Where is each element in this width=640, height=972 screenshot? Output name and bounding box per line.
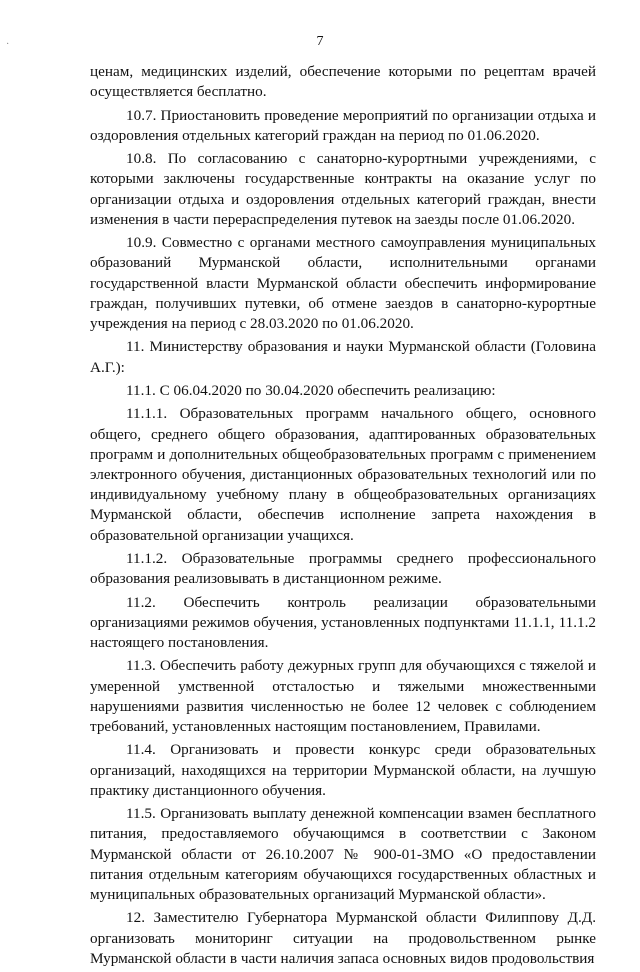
paragraph-11-3: 11.3. Обеспечить работу дежурных групп для обучающихся с тяжелой и умеренной умственной отсталостью и тяжелыми множественными нарушениями развития численностью не более 12 человек с соблюдением требований, установленных настоящим постановлением, Правилами. xyxy=(90,657,596,735)
page-number: 7 xyxy=(316,34,324,49)
paragraph-11: 11. Министерству образования и науки Мурманской области (Головина А.Г.): xyxy=(90,338,596,376)
paragraph-10-7: 10.7. Приостановить проведение мероприятий по организации отдыха и оздоровления отдельных категорий граждан на период по 01.06.2020. xyxy=(90,106,596,144)
paragraph-10-8: 10.8. По согласованию с санаторно-курортными учреждениями, с которыми заключены государственные контракты на оказание услуг по организации отдыха и оздоровления отдельных категорий граждан, внести изменения в части перераспределения путевок на заезды после 01.06.2020. xyxy=(90,150,596,228)
margin-mark: · xyxy=(6,39,10,50)
paragraph-11-2: 11.2. Обеспечить контроль реализации образовательными организациями режимов обучения, установленных подпунктами 11.1.1, 11.1.2 настоящего постановления. xyxy=(90,593,596,651)
paragraph-11-1-1: 11.1.1. Образовательных программ начального общего, основного общего, среднего общего образования, адаптированных образовательных программ и дополнительных общеобразовательных программ с применением электронного обучения, дистанционных образовательных технологий или по индивидуальному учебному плану в общеобразовательных организациях Мурманской области, обеспечив исполнение запрета нахождения в образовательной организации учащихся. xyxy=(90,405,596,544)
paragraph-11-1: 11.1. С 06.04.2020 по 30.04.2020 обеспечить реализацию: xyxy=(126,381,496,399)
paragraph-11-4: 11.4. Организовать и провести конкурс среди образовательных организаций, находящихся на территории Мурманской области, на лучшую практику дистанционного обучения. xyxy=(90,741,596,799)
document-body xyxy=(90,62,596,972)
paragraph-11-1-2: 11.1.2. Образовательные программы среднего профессионального образования реализовывать в дистанционном режиме. xyxy=(90,549,596,588)
paragraph-12: 12. Заместителю Губернатора Мурманской области Филиппову Д.Д. организовать мониторинг ситуации на продовольственном рынке Мурманской области в части наличия запаса основных видов продовольствия xyxy=(90,909,596,967)
paragraph-continuation: ценам, медицинских изделий, обеспечение которыми по рецептам врачей осуществляется бесплатно. xyxy=(90,63,596,101)
paragraph-11-5: 11.5. Организовать выплату денежной компенсации взамен бесплатного питания, предоставляемого обучающимся в соответствии с Законом Мурманской области от 26.10.2007 № 900-01-ЗМО «О предоставлении питания отдельным категориям обучающихся государственных областных и муниципальных образовательных организаций Мурманской области». xyxy=(90,805,596,903)
paragraph-10-9: 10.9. Совместно с органами местного самоуправления муниципальных образований Мурманской области, исполнительными органами государственной власти Мурманской области обеспечить информирование граждан, получивших путевки, об отмене заездов в санаторно-курортные учреждения на период с 28.03.2020 по 01.06.2020. xyxy=(90,234,596,332)
